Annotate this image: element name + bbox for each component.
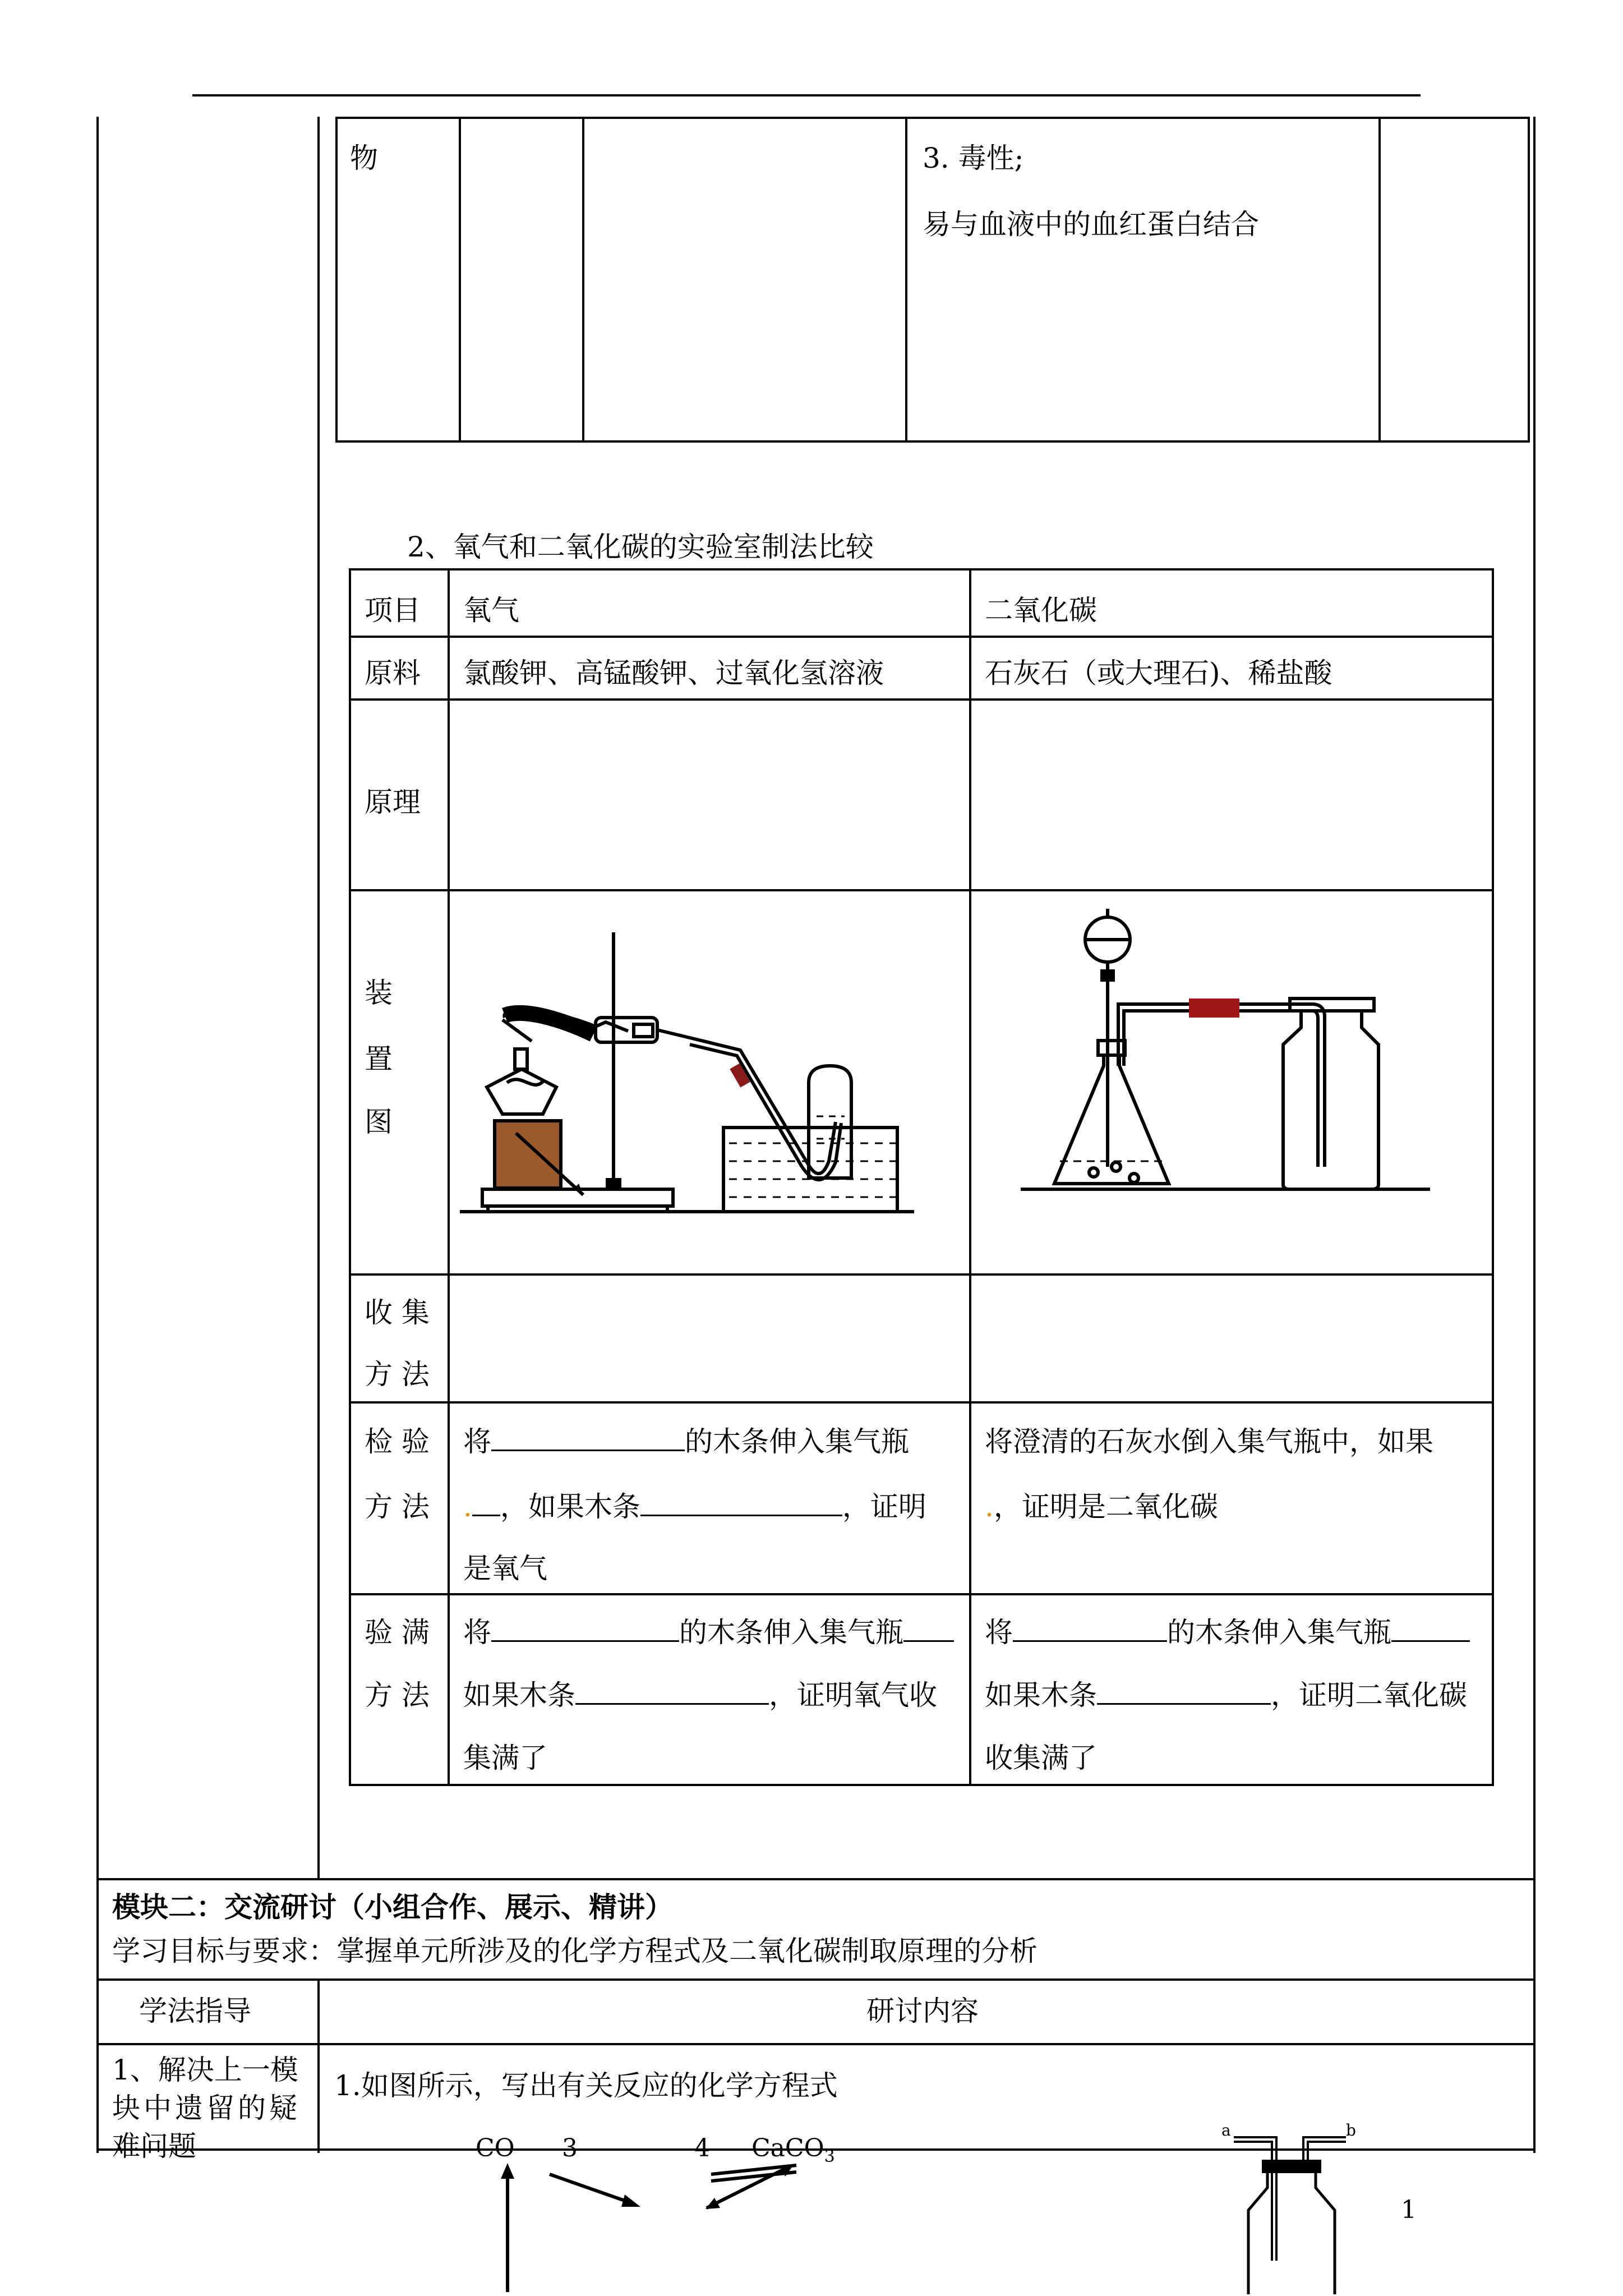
diagram-co: CO bbox=[476, 2134, 515, 2162]
diagram-3: 3 bbox=[562, 2134, 578, 2162]
full-oxygen-line2: 如果木条 ，证明氧气收 bbox=[463, 1679, 937, 1711]
raw-oxygen: 氯酸钾、高锰酸钾、过氧化氢溶液 bbox=[463, 657, 884, 689]
device-label-3: 图 bbox=[365, 1106, 393, 1138]
header-rule bbox=[192, 94, 1421, 96]
principle-label: 原理 bbox=[365, 786, 421, 818]
header-co2: 二氧化碳 bbox=[985, 594, 1097, 627]
table1-toxicity-desc: 易与血液中的血红蛋白结合 bbox=[923, 208, 1259, 241]
test-label-1: 检 验 bbox=[365, 1425, 430, 1458]
header-oxygen: 氧气 bbox=[463, 594, 519, 627]
full-oxygen-blank-3[interactable] bbox=[575, 1678, 769, 1705]
full-co2-line1: 将 的木条伸入集气瓶 bbox=[985, 1616, 1470, 1649]
test-oxygen-line2: . ，如果木条 ，证明 bbox=[463, 1490, 926, 1523]
bottle-label-a: a bbox=[1221, 2121, 1231, 2139]
full-oxygen-line1: 将 的木条伸入集气瓶 bbox=[463, 1616, 954, 1649]
test-oxygen-line1: 将 的木条伸入集气瓶 bbox=[463, 1425, 909, 1458]
inner-left-divider bbox=[317, 117, 320, 1878]
full-label-2: 方 法 bbox=[365, 1679, 430, 1711]
full-oxygen-blank-1[interactable] bbox=[491, 1616, 679, 1642]
diagram-caco3: CaCO$_3$ bbox=[751, 2134, 835, 2166]
raw-label: 原料 bbox=[365, 657, 421, 689]
module2-title: 模块二：交流研讨（小组合作、展示、精讲） bbox=[112, 1890, 673, 1924]
module2-top-rule bbox=[96, 1878, 1536, 1880]
collect-label-2: 方 法 bbox=[365, 1358, 430, 1391]
full-co2-blank-3[interactable] bbox=[1097, 1678, 1271, 1705]
test-co2-line2: .，证明是二氧化碳 bbox=[985, 1490, 1218, 1523]
question-1: 1.如图所示，写出有关反应的化学方程式 bbox=[334, 2069, 838, 2102]
gas-washing-bottle bbox=[1223, 2126, 1368, 2296]
table1-col1-text: 物 bbox=[350, 142, 378, 174]
module2-header-top bbox=[96, 1978, 1536, 1981]
full-co2-line3: 收集满了 bbox=[985, 1742, 1097, 1774]
module2-col-divider bbox=[317, 1978, 320, 2153]
left-cell-line2: 块中遗留的疑 bbox=[112, 2092, 301, 2124]
test-co2-line1: 将澄清的石灰水倒入集气瓶中，如果 bbox=[985, 1425, 1433, 1458]
outer-right-border bbox=[1533, 117, 1536, 2153]
full-oxygen-blank-2[interactable] bbox=[903, 1616, 954, 1642]
test-label-2: 方 法 bbox=[365, 1490, 430, 1523]
test-oxygen-blank-1[interactable] bbox=[491, 1425, 685, 1451]
study-guide-header: 学法指导 bbox=[139, 1995, 251, 2027]
co2-apparatus-diagram bbox=[976, 898, 1481, 1268]
device-label-1: 装 bbox=[365, 977, 393, 1009]
collect-label-1: 收 集 bbox=[365, 1296, 430, 1329]
oxygen-apparatus-diagram bbox=[449, 898, 953, 1268]
full-co2-blank-1[interactable] bbox=[1013, 1616, 1167, 1642]
raw-co2: 石灰石（或大理石)、稀盐酸 bbox=[985, 657, 1332, 689]
outer-left-border bbox=[96, 117, 99, 2153]
diagram-4: 4 bbox=[694, 2134, 710, 2162]
reaction-arrows bbox=[482, 2163, 819, 2292]
table1-toxicity: 3. 毒性; bbox=[923, 142, 1024, 174]
full-co2-line2: 如果木条 ，证明二氧化碳 bbox=[985, 1679, 1467, 1711]
page-number: 1 bbox=[1401, 2196, 1417, 2224]
section2-title: 2、氧气和二氧化碳的实验室制法比较 bbox=[407, 531, 874, 563]
discussion-content-header: 研讨内容 bbox=[866, 1995, 979, 2027]
test-oxygen-blank-2[interactable] bbox=[472, 1490, 500, 1516]
device-label-2: 置 bbox=[365, 1043, 393, 1075]
test-oxygen-blank-3[interactable] bbox=[640, 1490, 842, 1516]
module2-header-bottom bbox=[96, 2043, 1536, 2045]
left-cell-line3: 难问题 bbox=[112, 2130, 196, 2162]
left-cell-line1: 1、解决上一模 bbox=[112, 2054, 298, 2086]
bottle-label-b: b bbox=[1346, 2121, 1356, 2139]
header-item: 项目 bbox=[365, 594, 421, 627]
module2-goal: 学习目标与要求：掌握单元所涉及的化学方程式及二氧化碳制取原理的分析 bbox=[112, 1935, 1038, 1967]
full-label-1: 验 满 bbox=[365, 1616, 430, 1649]
test-oxygen-line3: 是氧气 bbox=[463, 1552, 547, 1585]
full-oxygen-line3: 集满了 bbox=[463, 1742, 547, 1774]
full-co2-blank-2[interactable] bbox=[1391, 1616, 1470, 1642]
